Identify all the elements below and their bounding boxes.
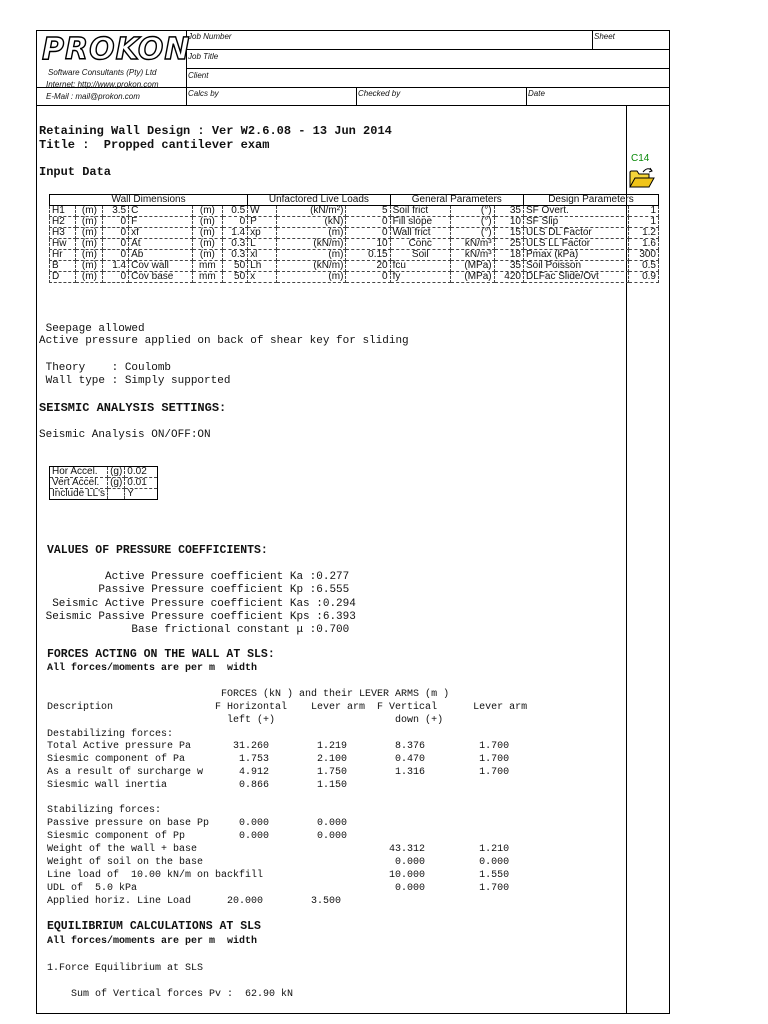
table-cell: (g) xyxy=(108,478,125,489)
table-cell: DLFac Slide/Ovt xyxy=(523,272,629,283)
design-heading: Retaining Wall Design : Ver W2.6.08 - 13 Jun 2014 xyxy=(39,124,392,138)
table-cell: ULS DL Factor xyxy=(523,228,629,239)
force-row: Siesmic component of Pp 0.000 0.000 xyxy=(47,831,348,842)
table-cell[interactable]: 10 xyxy=(494,217,523,228)
header-divider xyxy=(526,87,527,105)
table-cell[interactable]: 0 xyxy=(103,217,129,228)
table-cell[interactable]: 420 xyxy=(494,272,523,283)
table-row xyxy=(50,206,659,217)
pressure-line: Seismic Passive Pressure coefficient Kps :6.393 xyxy=(39,611,356,623)
forces-subheading: All forces/moments are per m width xyxy=(47,663,258,674)
seepage-note: Seepage allowed xyxy=(39,323,145,335)
input-parameters-table xyxy=(49,194,659,283)
company-email: E-Mail : mail@prokon.com xyxy=(46,92,140,101)
table-cell: Hr xyxy=(50,250,76,261)
table-cell: B xyxy=(50,261,76,272)
table-cell[interactable]: 25 xyxy=(494,239,523,250)
table-cell: (MPa) xyxy=(450,261,494,272)
table-cell[interactable]: 0 xyxy=(103,250,129,261)
table-cell: (m) xyxy=(193,239,222,250)
table-cell[interactable]: 0.01 xyxy=(125,478,158,489)
pressure-line: Passive Pressure coefficient Kp :6.555 xyxy=(39,584,350,596)
table-cell: (°) xyxy=(450,228,494,239)
table-cell[interactable]: 0.3 xyxy=(222,250,248,261)
table-cell[interactable]: 50 xyxy=(222,261,248,272)
design-title: Title : Propped cantilever exam xyxy=(39,138,270,152)
table-cell[interactable]: 0 xyxy=(103,272,129,283)
force-row: Siesmic wall inertia 0.866 1.150 xyxy=(47,780,348,791)
table-cell: (kN/m) xyxy=(277,239,346,250)
table-cell: (m) xyxy=(193,217,222,228)
table-cell: L xyxy=(248,239,277,250)
table-cell: xf xyxy=(129,228,193,239)
table-cell: (°) xyxy=(450,217,494,228)
table-cell: (m) xyxy=(76,250,103,261)
table-cell[interactable]: 5 xyxy=(346,206,390,217)
open-folder-icon[interactable] xyxy=(628,166,656,190)
header-divider xyxy=(36,105,670,106)
header-divider xyxy=(356,87,357,105)
table-cell xyxy=(108,489,125,500)
table-cell: At xyxy=(129,239,193,250)
table-cell[interactable]: 1 xyxy=(629,206,659,217)
table-cell: (m) xyxy=(76,261,103,272)
input-data-heading: Input Data xyxy=(39,165,112,179)
pressure-heading: VALUES OF PRESSURE COEFFICIENTS: xyxy=(47,544,268,557)
table-cell[interactable]: 0.5 xyxy=(222,206,248,217)
table-row xyxy=(50,217,659,228)
table-cell[interactable]: 0 xyxy=(346,217,390,228)
table-cell: W xyxy=(248,206,277,217)
table-cell: (g) xyxy=(108,467,125,478)
table-cell: kN/m³ xyxy=(450,239,494,250)
table-cell[interactable]: 1.2 xyxy=(629,228,659,239)
seismic-heading: SEISMIC ANALYSIS SETTINGS: xyxy=(39,401,227,415)
table-cell[interactable]: 0 xyxy=(346,272,390,283)
table-cell: Include LL's xyxy=(50,489,108,500)
table-cell: Hw xyxy=(50,239,76,250)
table-row xyxy=(50,261,659,272)
table-cell[interactable]: 10 xyxy=(346,239,390,250)
table-cell: kN/m³ xyxy=(450,250,494,261)
table-cell[interactable]: 0.3 xyxy=(222,239,248,250)
table-cell: (m) xyxy=(193,228,222,239)
table-cell[interactable]: 20 xyxy=(346,261,390,272)
table-cell: SF Overt. xyxy=(523,206,629,217)
table-cell: F xyxy=(129,217,193,228)
table-cell: xp xyxy=(248,228,277,239)
checked-by-label: Checked by xyxy=(358,89,401,98)
table-cell[interactable]: 0.9 xyxy=(629,272,659,283)
job-title-label: Job Title xyxy=(188,52,219,61)
table-cell: (m) xyxy=(277,228,346,239)
table-row xyxy=(50,272,659,283)
side-code: C14 xyxy=(631,153,650,164)
table-cell: (m) xyxy=(193,250,222,261)
pressure-line: Seismic Active Pressure coefficient Kas :0.294 xyxy=(39,598,356,610)
table-row xyxy=(50,489,158,500)
table-row xyxy=(50,467,158,478)
table-cell: H3 xyxy=(50,228,76,239)
table-cell: fcu xyxy=(390,261,450,272)
table-cell: x xyxy=(248,272,277,283)
vertical-forces-sum: Sum of Vertical forces Pv : 62.90 kN xyxy=(47,989,294,1000)
forces-heading: FORCES ACTING ON THE WALL AT SLS: xyxy=(47,648,275,661)
table-cell: (kN) xyxy=(277,217,346,228)
force-row: As a result of surcharge w 4.912 1.750 1.316 1.700 xyxy=(47,767,510,778)
table-cell: (m) xyxy=(76,239,103,250)
table-cell: H1 xyxy=(50,206,76,217)
table-cell: xl xyxy=(248,250,277,261)
table-cell: Ab xyxy=(129,250,193,261)
table-cell: mm xyxy=(193,261,222,272)
table-cell: SF Slip xyxy=(523,217,629,228)
pressure-line: Active Pressure coefficient Ka :0.277 xyxy=(39,571,350,583)
table-row xyxy=(50,250,659,261)
table-cell[interactable]: 3.5 xyxy=(103,206,129,217)
table-cell: (kN/m²) xyxy=(277,206,346,217)
table-group-header: Wall Dimensions xyxy=(50,195,248,206)
prokon-logo: PROKON xyxy=(42,32,191,67)
header-divider xyxy=(186,49,670,50)
table-cell[interactable]: 0.02 xyxy=(125,467,158,478)
equilibrium-heading: EQUILIBRIUM CALCULATIONS AT SLS xyxy=(47,920,261,933)
table-cell[interactable]: Y xyxy=(125,489,158,500)
force-row: Applied horiz. Line Load 20.000 3.500 xyxy=(47,896,342,907)
active-pressure-note: Active pressure applied on back of shear key for sliding xyxy=(39,335,409,347)
table-cell[interactable]: 1.4 xyxy=(103,261,129,272)
table-cell: (m) xyxy=(76,228,103,239)
job-number-label: Job Number xyxy=(188,32,232,41)
client-label: Client xyxy=(188,71,209,80)
company-name: Software Consultants (Pty) Ltd xyxy=(48,68,157,77)
table-cell[interactable]: 15 xyxy=(494,228,523,239)
table-cell: (°) xyxy=(450,206,494,217)
table-cell: P xyxy=(248,217,277,228)
table-cell[interactable]: 0 xyxy=(103,228,129,239)
force-row: Siesmic component of Pa 1.753 2.100 0.470 1.700 xyxy=(47,754,510,765)
forces-column-header: left (+) down (+) xyxy=(47,715,444,726)
table-cell[interactable]: 0 xyxy=(103,239,129,250)
destabilizing-label: Destabilizing forces: xyxy=(47,729,174,740)
equilibrium-item: 1.Force Equilibrium at SLS xyxy=(47,963,204,974)
table-cell[interactable]: 0 xyxy=(222,217,248,228)
forces-column-header: Description F Horizontal Lever arm F Vertical Lever arm xyxy=(47,702,528,713)
table-cell: Cov wall xyxy=(129,261,193,272)
table-cell: (m) xyxy=(76,272,103,283)
force-row: Weight of the wall + base 43.312 1.210 xyxy=(47,844,510,855)
table-cell: (m) xyxy=(277,272,346,283)
table-row xyxy=(50,239,659,250)
header-divider xyxy=(592,30,593,49)
table-cell: H2 xyxy=(50,217,76,228)
table-group-header: General Parameters xyxy=(390,195,523,206)
table-cell[interactable]: 18 xyxy=(494,250,523,261)
seismic-on-off: Seismic Analysis ON/OFF:ON xyxy=(39,429,211,441)
table-row xyxy=(50,228,659,239)
force-row: Line load of 10.00 kN/m on backfill 10.000 1.550 xyxy=(47,870,510,881)
table-cell[interactable]: 35 xyxy=(494,206,523,217)
table-cell[interactable]: 1 xyxy=(629,217,659,228)
table-cell: Lh xyxy=(248,261,277,272)
table-cell: mm xyxy=(193,272,222,283)
table-cell: (MPa) xyxy=(450,272,494,283)
table-cell: Fill slope xyxy=(390,217,450,228)
force-row: Weight of soil on the base 0.000 0.000 xyxy=(47,857,510,868)
table-cell: Soil xyxy=(390,250,450,261)
table-cell: C xyxy=(129,206,193,217)
table-cell[interactable]: 50 xyxy=(222,272,248,283)
table-cell: Wall frict xyxy=(390,228,450,239)
table-cell: (m) xyxy=(193,206,222,217)
header-divider xyxy=(186,68,670,69)
force-row: Total Active pressure Pa 31.260 1.219 8.376 1.700 xyxy=(47,741,510,752)
company-internet: Internet: http://www.prokon.com xyxy=(46,80,159,89)
force-row: Passive pressure on base Pp 0.000 0.000 xyxy=(47,818,348,829)
table-cell: Hor Accel. xyxy=(50,467,108,478)
calcs-by-label: Calcs by xyxy=(188,89,219,98)
table-cell[interactable]: 35 xyxy=(494,261,523,272)
seismic-table xyxy=(49,466,158,500)
sheet-label: Sheet xyxy=(594,32,615,41)
table-cell[interactable]: 0 xyxy=(346,228,390,239)
table-cell[interactable]: 0.5 xyxy=(629,261,659,272)
table-row xyxy=(50,478,158,489)
table-cell: (m) xyxy=(76,217,103,228)
table-cell[interactable]: 0.15 xyxy=(346,250,390,261)
table-cell: (m) xyxy=(277,250,346,261)
table-cell: Cov base xyxy=(129,272,193,283)
table-group-header: Unfactored Live Loads xyxy=(248,195,390,206)
forces-title-line: FORCES (kN ) and their LEVER ARMS (m ) xyxy=(47,689,450,700)
table-group-header: Design Parameters xyxy=(523,195,658,206)
table-cell: D xyxy=(50,272,76,283)
equilibrium-subheading: All forces/moments are per m width xyxy=(47,936,258,947)
wall-type-note: Wall type : Simply supported xyxy=(39,375,231,387)
table-cell: Pmax (kPa) xyxy=(523,250,629,261)
table-cell: Soil Poisson xyxy=(523,261,629,272)
table-cell: fy xyxy=(390,272,450,283)
table-cell[interactable]: 1.4 xyxy=(222,228,248,239)
pressure-line: Base frictional constant μ :0.700 xyxy=(39,624,350,636)
table-cell: (kN/m) xyxy=(277,261,346,272)
date-label: Date xyxy=(528,89,545,98)
table-group-header-row xyxy=(50,195,659,206)
table-cell: (m) xyxy=(76,206,103,217)
stabilizing-label: Stabilizing forces: xyxy=(47,805,162,816)
table-cell[interactable]: 300 xyxy=(629,250,659,261)
theory-note: Theory : Coulomb xyxy=(39,362,172,374)
table-cell: Vert Accel. xyxy=(50,478,108,489)
table-cell[interactable]: 1.6 xyxy=(629,239,659,250)
table-cell: Conc xyxy=(390,239,450,250)
table-cell: Soil frict xyxy=(390,206,450,217)
table-cell: ULS LL Factor xyxy=(523,239,629,250)
force-row: UDL of 5.0 kPa 0.000 1.700 xyxy=(47,883,510,894)
